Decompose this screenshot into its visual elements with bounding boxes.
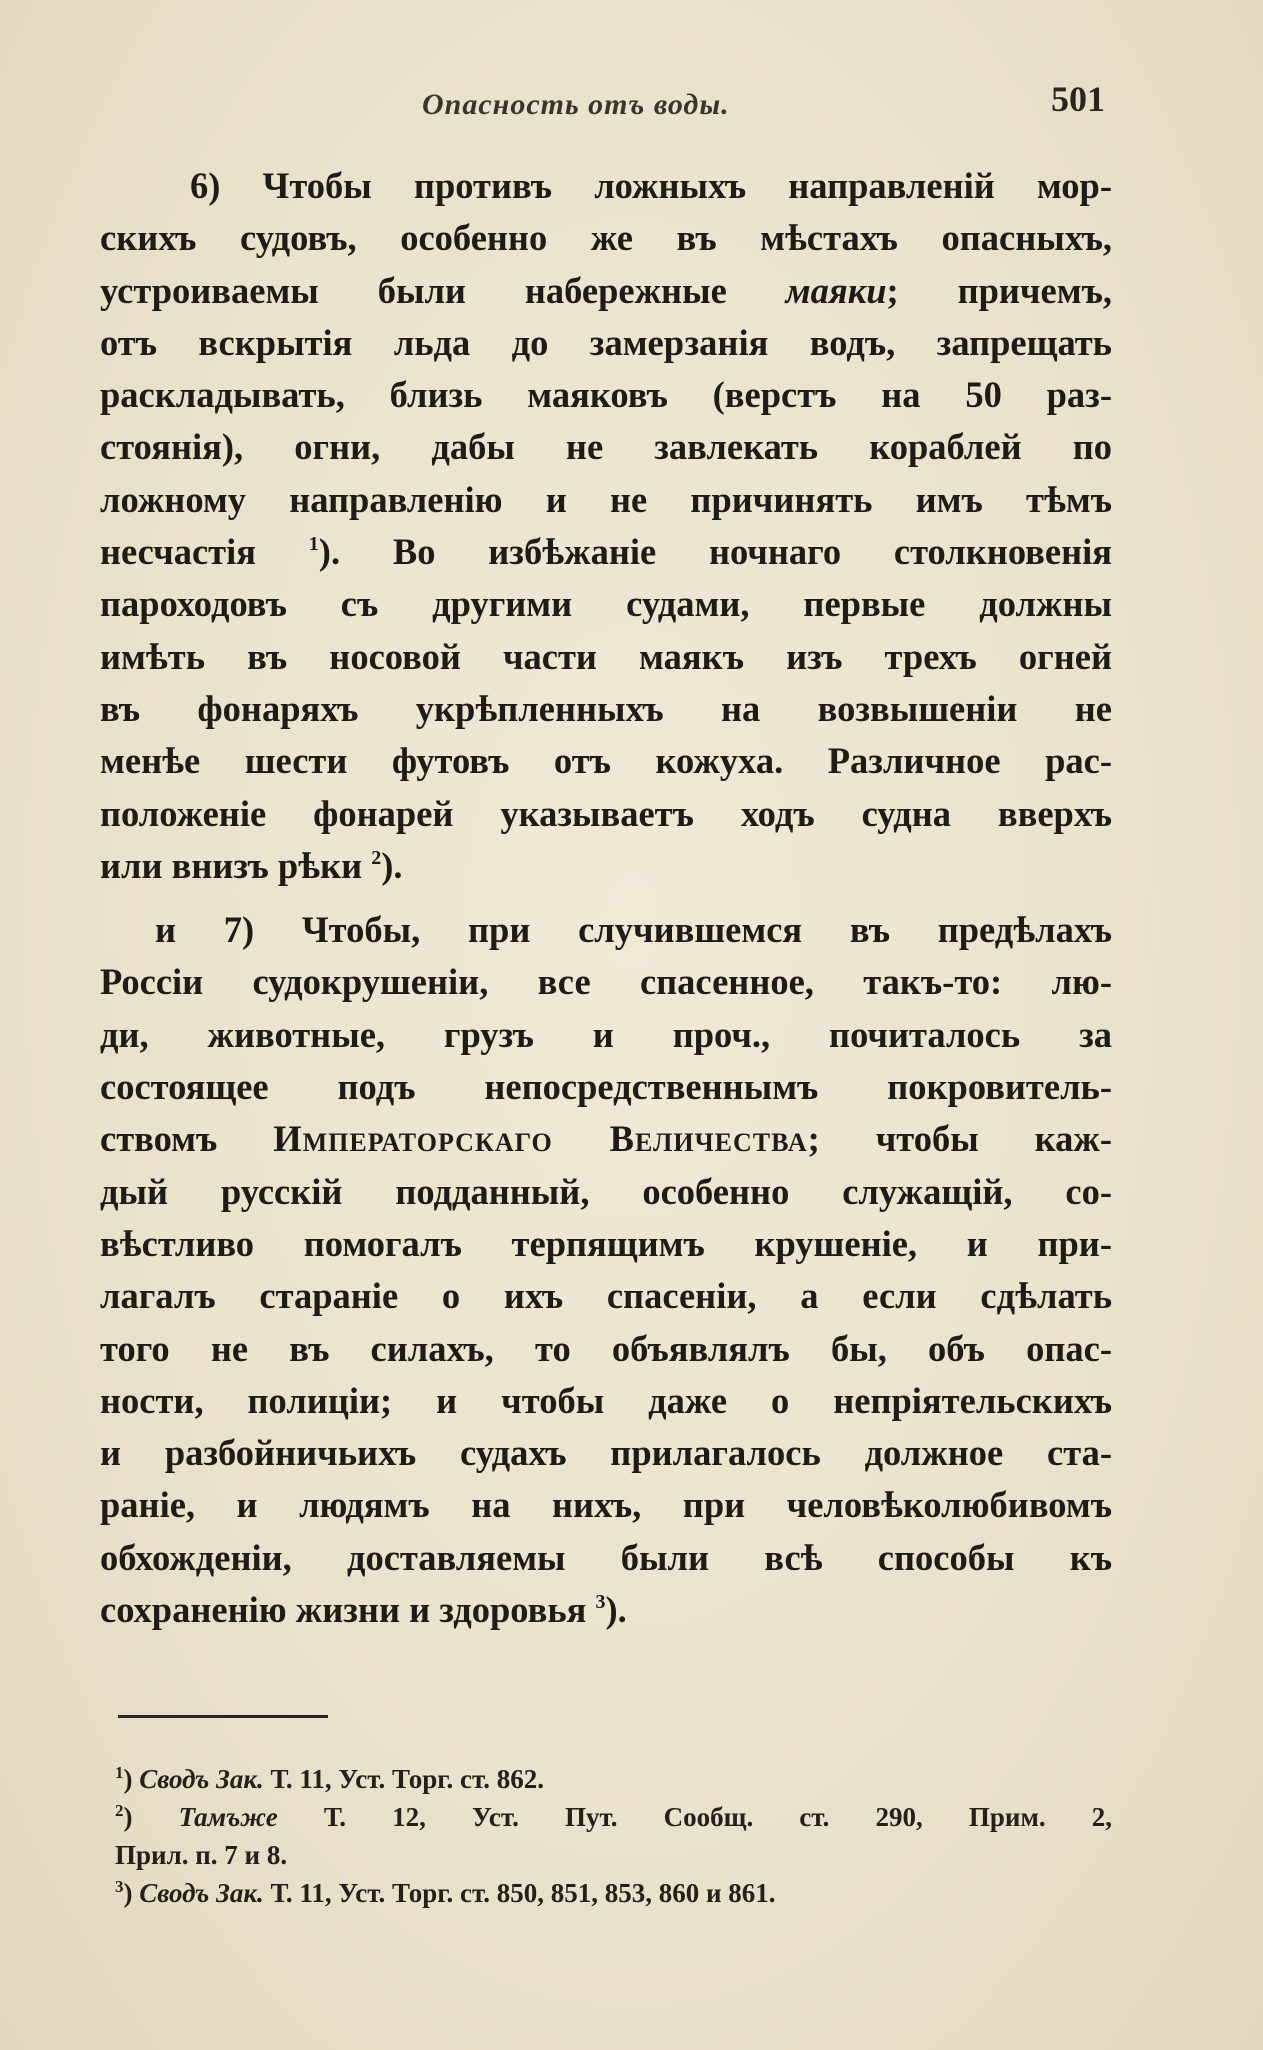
text-line: 6) Чтобы противъ ложныхъ направленій мор- [190,165,1112,206]
text-line: раніе, и людямъ на нихъ, при человѣколюбивомъ [100,1484,1112,1526]
footnote-2: $^2$) Тамъже Т. 12, Уст. Пут. Сообщ. ст. 290, Прим. 2, [115,1801,1112,1832]
footnote-separator [118,1715,328,1718]
text-line: Россіи судокрушеніи, все спасенное, такъ-то: лю- [100,961,1112,1003]
text-line: менѣе шести футовъ отъ кожуха. Различное рас- [100,740,1112,782]
running-title: Опасность отъ воды. [422,88,730,121]
text-line: лагалъ стараніе о ихъ спасеніи, а если сдѣлать [100,1275,1112,1317]
footnote-2-continued: Прил. п. 7 и 8. [115,1840,288,1870]
text-line: несчастія $^1$). Во избѣжаніе ночнаго столкновенія [100,531,1113,573]
text-line: вѣстливо помогалъ терпящимъ крушеніе, и при- [100,1222,1112,1264]
text-line: и 7) Чтобы, при случившемся въ предѣлахъ [155,909,1112,951]
text-line: того не въ силахъ, то объявлялъ бы, объ опас- [100,1327,1112,1369]
main-text [100,160,1112,1636]
footnote-ref-3: 3 [595,1591,606,1614]
emphasis-text: маяки [785,269,887,311]
text-line: ложному направленію и не причинять имъ тѣмъ [100,478,1112,520]
text-line: состоящее подъ непосредственнымъ покровитель- [100,1066,1112,1108]
text-line: ди, животные, грузъ и проч., почиталось за [100,1013,1112,1055]
text-line: и разбойничьихъ судахъ прилагалось должное ста- [100,1432,1112,1474]
text-line: положеніе фонарей указываетъ ходъ судна вверхъ [100,792,1112,834]
text-line: ности, полиціи; и чтобы даже о непріятельскихъ [100,1379,1112,1421]
page-number: 501 [1051,79,1105,119]
text-line: стоянія), огни, дабы не завлекать кораблей по [100,426,1112,468]
text-line: или внизъ рѣки $^2$). [100,844,403,886]
footnote-ref-1: 1 [308,533,319,556]
text-line: пароходовъ съ другими судами, первые должны [100,583,1112,625]
text-line: скихъ судовъ, особенно же въ мѣстахъ опасныхъ, [100,217,1112,259]
paragraph-6 [100,160,1112,892]
text-line: въ фонаряхъ укрѣпленныхъ на возвышеніи не [100,687,1112,729]
text-line: дый русскій подданный, особенно служащій, со- [100,1170,1112,1212]
small-caps-text: Императорскаго Величества [273,1118,808,1160]
text-line: раскладывать, близь маяковъ (верстъ на 50 раз- [100,374,1112,416]
footnote-3: $^3$) Сводъ Зак. Т. 11, Уст. Торг. ст. 850, 851, 853, 860 и 861. [115,1877,776,1908]
paragraph-7 [100,904,1112,1636]
text-line: имѣть въ носовой части маякъ изъ трехъ огней [100,635,1112,677]
text-line: ствомъ Императорскаго Величества; чтобы каж- [100,1118,1112,1160]
page-header [100,78,1110,128]
footnotes [115,1760,1112,1912]
text-line: обхожденіи, доставляемы были всѣ способы къ [100,1536,1112,1578]
text-line: устроиваемы были набережные маяки; причемъ, [100,269,1112,311]
text-line: отъ вскрытія льда до замерзанія водъ, запрещать [100,321,1112,363]
text-line: сохраненію жизни и здоровья $^3$). [100,1589,627,1631]
footnote-ref-2: 2 [371,846,382,869]
footnote-1: $^1$) Сводъ Зак. Т. 11, Уст. Торг. ст. 862. [115,1763,544,1794]
paragraph-gap [100,892,1112,904]
